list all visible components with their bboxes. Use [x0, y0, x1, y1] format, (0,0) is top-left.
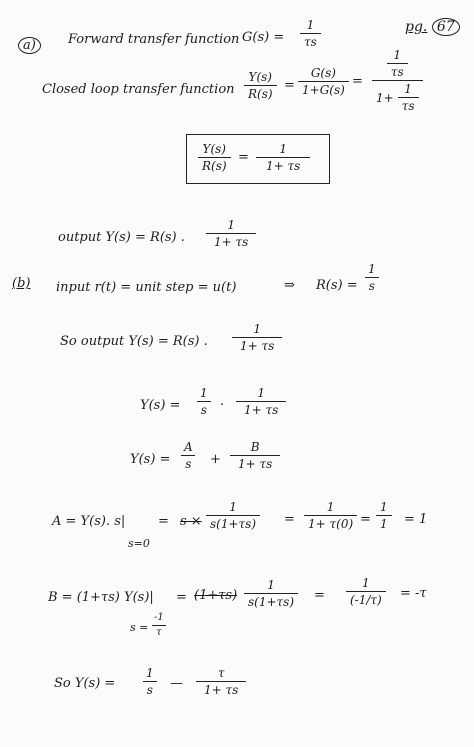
cl-rhs-inner-top-num: 1 — [393, 48, 402, 62]
b-f1-num: 1 — [267, 578, 275, 592]
a-f3-den: 1 — [376, 515, 392, 531]
cl-rhs-inner-top-den: τs — [387, 63, 408, 79]
b-lhs: B = (1+τs) Y(s)| — [48, 590, 154, 605]
cl-mid-num: G(s) — [310, 66, 336, 80]
b-sub-den: τ — [152, 625, 166, 639]
output-den: 1+ τs — [206, 233, 256, 249]
y3-b-den: 1+ τs — [230, 455, 280, 471]
a-subscript: s=0 — [128, 537, 150, 550]
g-num: 1 — [306, 18, 315, 32]
b-eq1: = — [176, 590, 187, 605]
y3-lhs: Y(s) = — [130, 452, 171, 467]
input-text: input r(t) = unit step = u(t) — [56, 280, 237, 295]
cl-rhs-inner-bot-den: τs — [398, 97, 419, 113]
y2-f2 — [236, 386, 286, 417]
a-f2-den: 1+ τ(0) — [304, 515, 357, 531]
page-number-value: 67 — [432, 18, 460, 36]
cl-eq1: = — [284, 78, 295, 93]
so-output-den: 1+ τs — [232, 337, 282, 353]
cl-lhs-num: Y(s) — [248, 70, 272, 84]
cl-rhs-fraction — [372, 48, 423, 113]
y3-b-num: B — [250, 440, 260, 454]
cl-mid-den: 1+G(s) — [298, 81, 349, 97]
b-paren — [194, 588, 237, 603]
y2-f2-num: 1 — [257, 386, 265, 400]
y2-f1-num: 1 — [200, 386, 208, 400]
a-eq4: = 1 — [404, 512, 428, 527]
output-lhs: output Y(s) = R(s) . — [58, 230, 185, 245]
part-a-label — [18, 38, 41, 53]
box-rhs-den: 1+ τs — [256, 157, 310, 173]
so-output-num: 1 — [253, 322, 261, 336]
a-eq3: = — [360, 512, 371, 527]
final-f1-num: 1 — [146, 666, 154, 680]
rs-fraction — [364, 262, 380, 293]
y3-a-den: s — [181, 455, 195, 471]
a-f3-num: 1 — [380, 500, 388, 514]
final-f1-den: s — [143, 681, 157, 697]
part-a-marker: a) — [18, 37, 41, 54]
page-number-prefix: pg. — [405, 19, 428, 35]
cl-lhs-den: R(s) — [244, 85, 277, 101]
b-f2-num: 1 — [362, 576, 370, 590]
cl-mid-fraction — [298, 66, 349, 97]
final-f2-den: 1+ τs — [196, 681, 246, 697]
b-f2 — [346, 576, 386, 607]
b-eq3: = -τ — [400, 586, 427, 601]
y2-lhs: Y(s) = — [140, 398, 181, 413]
b-eq2: = — [314, 588, 325, 603]
y2-f1-den: s — [197, 401, 211, 417]
final-lhs: So Y(s) = — [54, 676, 116, 691]
box-lhs-den: R(s) — [198, 157, 231, 173]
y3-a-num: A — [184, 440, 193, 454]
rs-num: 1 — [368, 262, 376, 276]
a-f1 — [206, 500, 260, 531]
a-s — [180, 514, 202, 529]
implies-arrow: ⇒ — [284, 278, 295, 293]
cl-eq2: = — [352, 74, 363, 89]
output-num: 1 — [227, 218, 235, 232]
a-s-text: s × — [180, 514, 202, 529]
y3-a — [180, 440, 197, 471]
b-f2-den: (-1/τ) — [346, 591, 386, 607]
final-f2-num: τ — [217, 666, 225, 680]
cl-rhs-inner-top — [387, 48, 408, 79]
box-rhs-num: 1 — [279, 142, 287, 156]
cl-rhs-den-one: 1+ — [376, 90, 394, 105]
final-minus: — — [170, 676, 183, 691]
rs-den: s — [365, 277, 379, 293]
box-lhs-fraction — [198, 142, 231, 173]
g-lhs: G(s) = — [242, 30, 285, 45]
a-f2-num: 1 — [326, 500, 335, 514]
output-fraction — [206, 218, 256, 249]
a-eq2: = — [284, 512, 295, 527]
y3-b — [230, 440, 280, 471]
box-eq: = — [238, 150, 249, 165]
cl-rhs-num — [383, 48, 412, 80]
b-sub-fraction — [150, 612, 168, 639]
so-output-fraction — [232, 322, 282, 353]
b-sub-lhs: s = — [130, 621, 149, 634]
y2-dot: . — [220, 394, 225, 409]
final-f2 — [196, 666, 246, 697]
a-f2 — [304, 500, 357, 531]
so-output-lhs: So output Y(s) = R(s) . — [60, 334, 208, 349]
cl-rhs-inner-bot — [398, 82, 419, 113]
closed-loop-label: Closed loop transfer function — [42, 82, 235, 97]
part-b-marker: (b) — [12, 276, 31, 291]
b-paren-text: (1+τs) — [194, 588, 238, 603]
a-f1-num: 1 — [229, 500, 237, 514]
forward-transfer-label: Forward transfer function — [68, 32, 240, 47]
cl-rhs-inner-bot-num: 1 — [404, 82, 412, 96]
cl-lhs-fraction — [244, 70, 277, 101]
final-f1 — [142, 666, 158, 697]
g-den: τs — [300, 33, 321, 49]
b-sub-num: -1 — [154, 612, 164, 623]
box-rhs-fraction — [256, 142, 310, 173]
a-eq1: = — [158, 514, 169, 529]
page-number — [405, 20, 460, 35]
cl-rhs-den — [372, 80, 423, 113]
a-lhs: A = Y(s). s| — [52, 514, 126, 529]
a-f3 — [376, 500, 392, 531]
y2-f1 — [196, 386, 212, 417]
a-f1-den: s(1+τs) — [206, 515, 260, 531]
y3-plus: + — [210, 452, 221, 467]
y2-f2-den: 1+ τs — [236, 401, 286, 417]
rs-lhs: R(s) = — [316, 278, 358, 293]
b-f1 — [244, 578, 298, 609]
box-lhs-num: Y(s) — [202, 142, 226, 156]
g-fraction — [300, 18, 321, 49]
part-b-label — [12, 276, 30, 291]
b-f1-den: s(1+τs) — [244, 593, 298, 609]
